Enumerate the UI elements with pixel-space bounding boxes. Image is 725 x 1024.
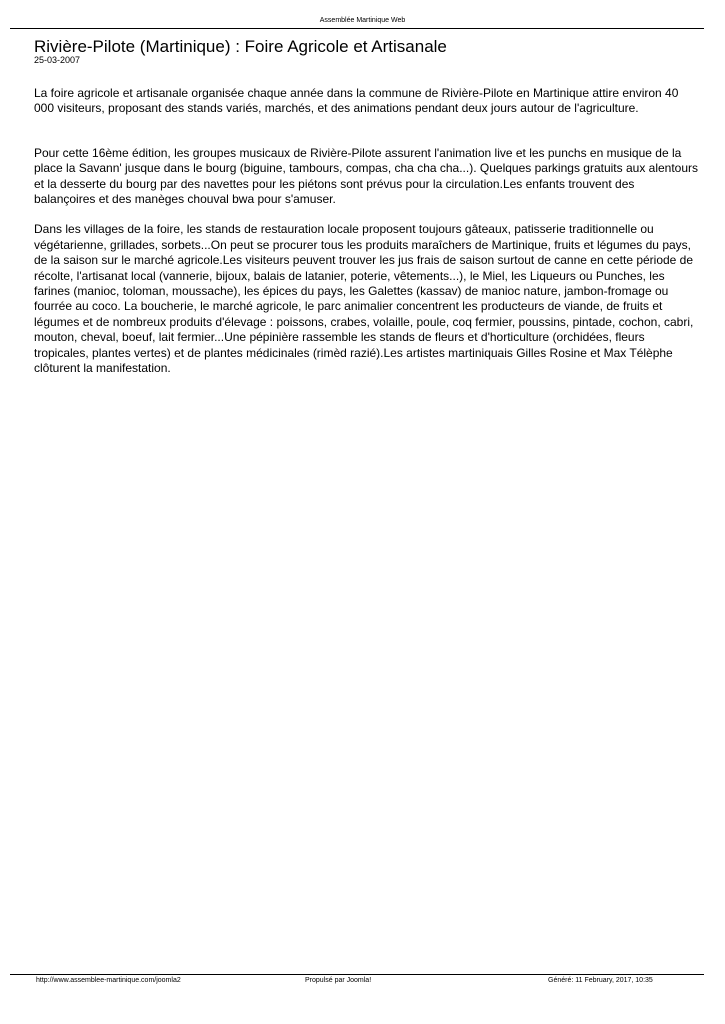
footer-powered-by: Propulsé par Joomla!	[305, 977, 372, 984]
footer-generated-date: Généré: 11 February, 2017, 10:35	[548, 977, 653, 984]
article-title: Rivière-Pilote (Martinique) : Foire Agricole et Artisanale	[34, 37, 447, 56]
article-paragraph-intro: La foire agricole et artisanale organisée chaque année dans la commune de Rivière-Pilote en Martinique attire environ 40 000 visiteurs, proposant des stands variés, marchés, et des animations pendant deux jours autour de l'agriculture.	[34, 86, 679, 116]
article-date: 25-03-2007	[34, 55, 81, 65]
footer-divider	[10, 974, 704, 975]
footer-url[interactable]: http://www.assemblee-martinique.com/joomla2	[36, 977, 181, 984]
article-paragraph-edition: Pour cette 16ème édition, les groupes musicaux de Rivière-Pilote assurent l'animation live et les punchs en musique de la place la Savann' jusque dans le bourg (biguine, tambours, compas, cha cha cha...). Quelques parkings gratuits aux alentours et la desserte du bourg par des navettes pour les piétons sont prévus pour la circulation.Les enfants trouvent des balançoires et des manèges chouval bwa pour s'amuser.	[34, 145, 699, 207]
site-header: Assemblée Martinique Web	[319, 17, 406, 24]
article-body	[34, 86, 698, 377]
article-paragraph-villages: Dans les villages de la foire, les stands de restauration locale proposent toujours gâteaux, patisserie traditionnelle ou végétarienne, grillades, sorbets...On peut se procurer tous les produits maraîchers de Martinique, fruits et légumes du pays, de la saison sur le marché agricole.Les visiteurs peuvent trouver les jus frais de saison surtout de canne en cette période de récolte, l'artisanat local (vannerie, bijoux, balais de latanier, poterie, vêtements...), le Miel, les Liqueurs ou Punches, les farines (manioc, toloman, moussache), les épices du pays, les Galettes (kassav) de manioc nature, jambon-fromage ou fourrée au coco. La boucherie, le marché agricole, le parc animalier concentrent les producteurs de viande, de fruits et légumes et de nombreux produits d'élevage : poissons, crabes, volaille, poule, coq fermier, poussins, pintade, cochon, cabri, mouton, cheval, boeuf, lait fermier...Une pépinière rassemble les stands de fleurs et d'horticulture (orchidées, fleurs tropicales, plantes vertes) et de plantes médicinales (rimèd razié).Les artistes martiniquais Gilles Rosine et Max Télèphe clôturent la manifestation.	[34, 222, 694, 376]
header-divider	[10, 28, 704, 29]
